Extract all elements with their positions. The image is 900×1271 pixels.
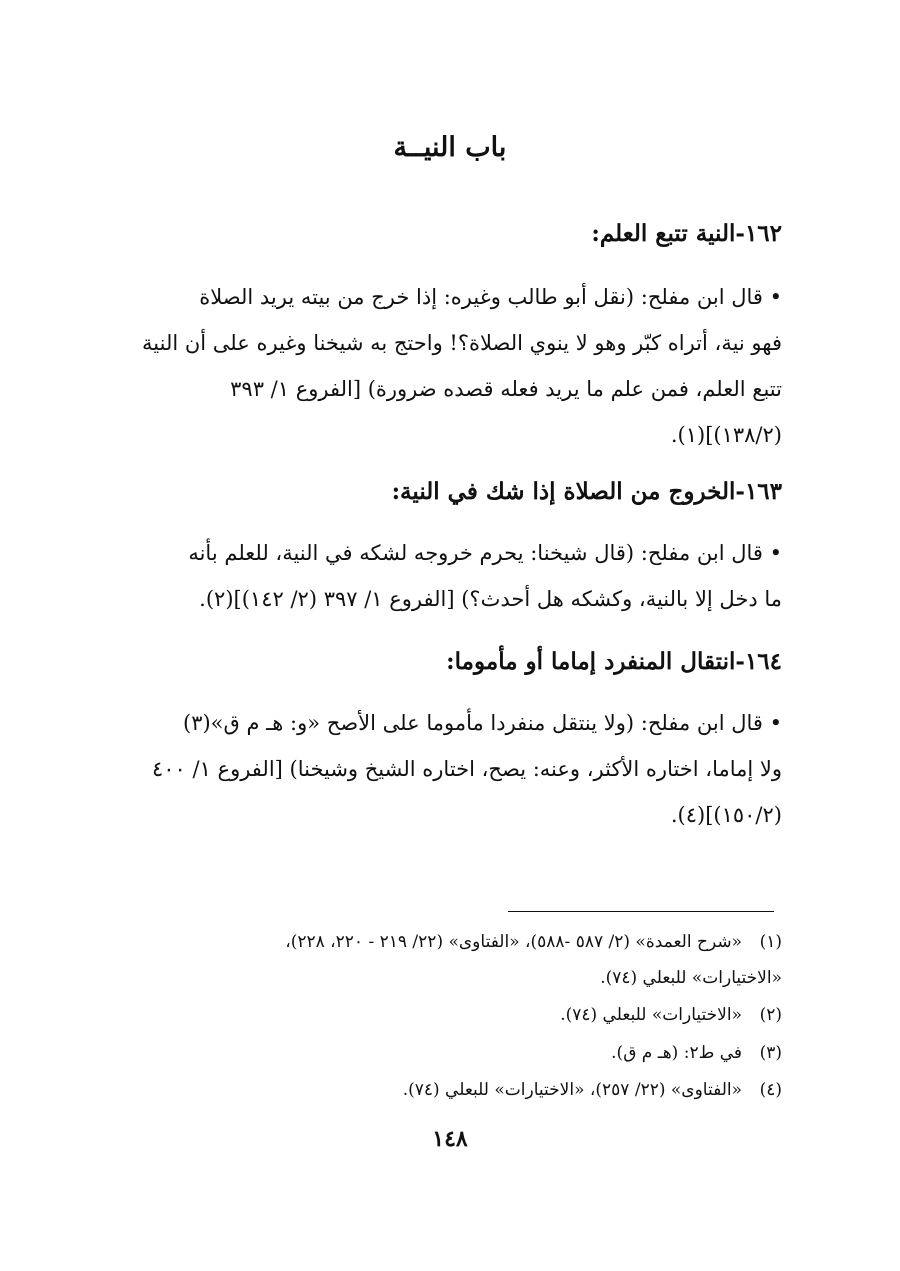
section-paragraph-163 bbox=[118, 530, 782, 622]
footnote-2 bbox=[92, 1003, 782, 1027]
paragraph-line: (١٣٨/٢)](١). bbox=[670, 423, 782, 447]
paragraph-line: (١٥٠/٢)](٤). bbox=[670, 803, 782, 827]
paragraph-line: ما دخل إلا بالنية، وكشكه هل أحدث؟) [الفروع ١/ ٣٩٧ (٢/ ١٤٢)](٢). bbox=[199, 587, 782, 611]
paragraph-line: ولا إماما، اختاره الأكثر، وعنه: يصح، اختاره الشيخ وشيخنا) [الفروع ١/ ٤٠٠ bbox=[151, 757, 782, 781]
footnote-text: «شرح العمدة» (٢/ ٥٨٧ -٥٨٨)، «الفتاوى» (٢٢/ ٢١٩ - ٢٢٠، ٢٢٨)، bbox=[285, 932, 742, 952]
footnote-number: (٣) bbox=[759, 1043, 782, 1063]
paragraph-line: تتبع العلم، فمن علم ما يريد فعله قصده ضرورة) [الفروع ١/ ٣٩٣ bbox=[230, 377, 782, 401]
section-heading-164: ١٦٤-انتقال المنفرد إماما أو مأموما: bbox=[446, 648, 782, 675]
footnote-4 bbox=[92, 1078, 782, 1102]
footnote-1-continuation bbox=[92, 966, 782, 990]
paragraph-line: • قال ابن مفلح: (قال شيخنا: يحرم خروجه لشكه في النية، للعلم بأنه bbox=[188, 541, 782, 565]
footnote-number: (٢) bbox=[759, 1005, 782, 1025]
footnote-text: في ط٢: (هـ م ق). bbox=[611, 1043, 742, 1063]
footnote-text: «الاختيارات» للبعلي (٧٤). bbox=[600, 968, 782, 988]
footnote-3 bbox=[92, 1041, 782, 1065]
footnote-text: «الفتاوى» (٢٢/ ٢٥٧)، «الاختيارات» للبعلي (٧٤). bbox=[402, 1080, 742, 1100]
footnote-separator bbox=[508, 911, 774, 912]
footnote-number: (٤) bbox=[759, 1080, 782, 1100]
footnote-1 bbox=[92, 930, 782, 954]
section-heading-162: ١٦٢-النية تتبع العلم: bbox=[591, 220, 782, 247]
section-paragraph-164 bbox=[118, 700, 782, 838]
paragraph-line: فهو نية، أتراه كبّر وهو لا ينوي الصلاة؟! واحتج به شيخنا وغيره على أن النية bbox=[142, 331, 782, 355]
chapter-title: باب النيــة bbox=[393, 132, 507, 163]
footnote-number: (١) bbox=[759, 932, 782, 952]
section-paragraph-162 bbox=[118, 274, 782, 458]
section-heading-163: ١٦٣-الخروج من الصلاة إذا شك في النية: bbox=[391, 478, 782, 505]
footnote-text: «الاختيارات» للبعلي (٧٤). bbox=[560, 1005, 742, 1025]
paragraph-line: • قال ابن مفلح: (نقل أبو طالب وغيره: إذا خرج من بيته يريد الصلاة bbox=[199, 285, 782, 309]
page-number: ١٤٨ bbox=[432, 1126, 468, 1152]
paragraph-line: • قال ابن مفلح: (ولا ينتقل منفردا مأموما على الأصح «و: هـ م ق»(٣) bbox=[182, 711, 782, 735]
